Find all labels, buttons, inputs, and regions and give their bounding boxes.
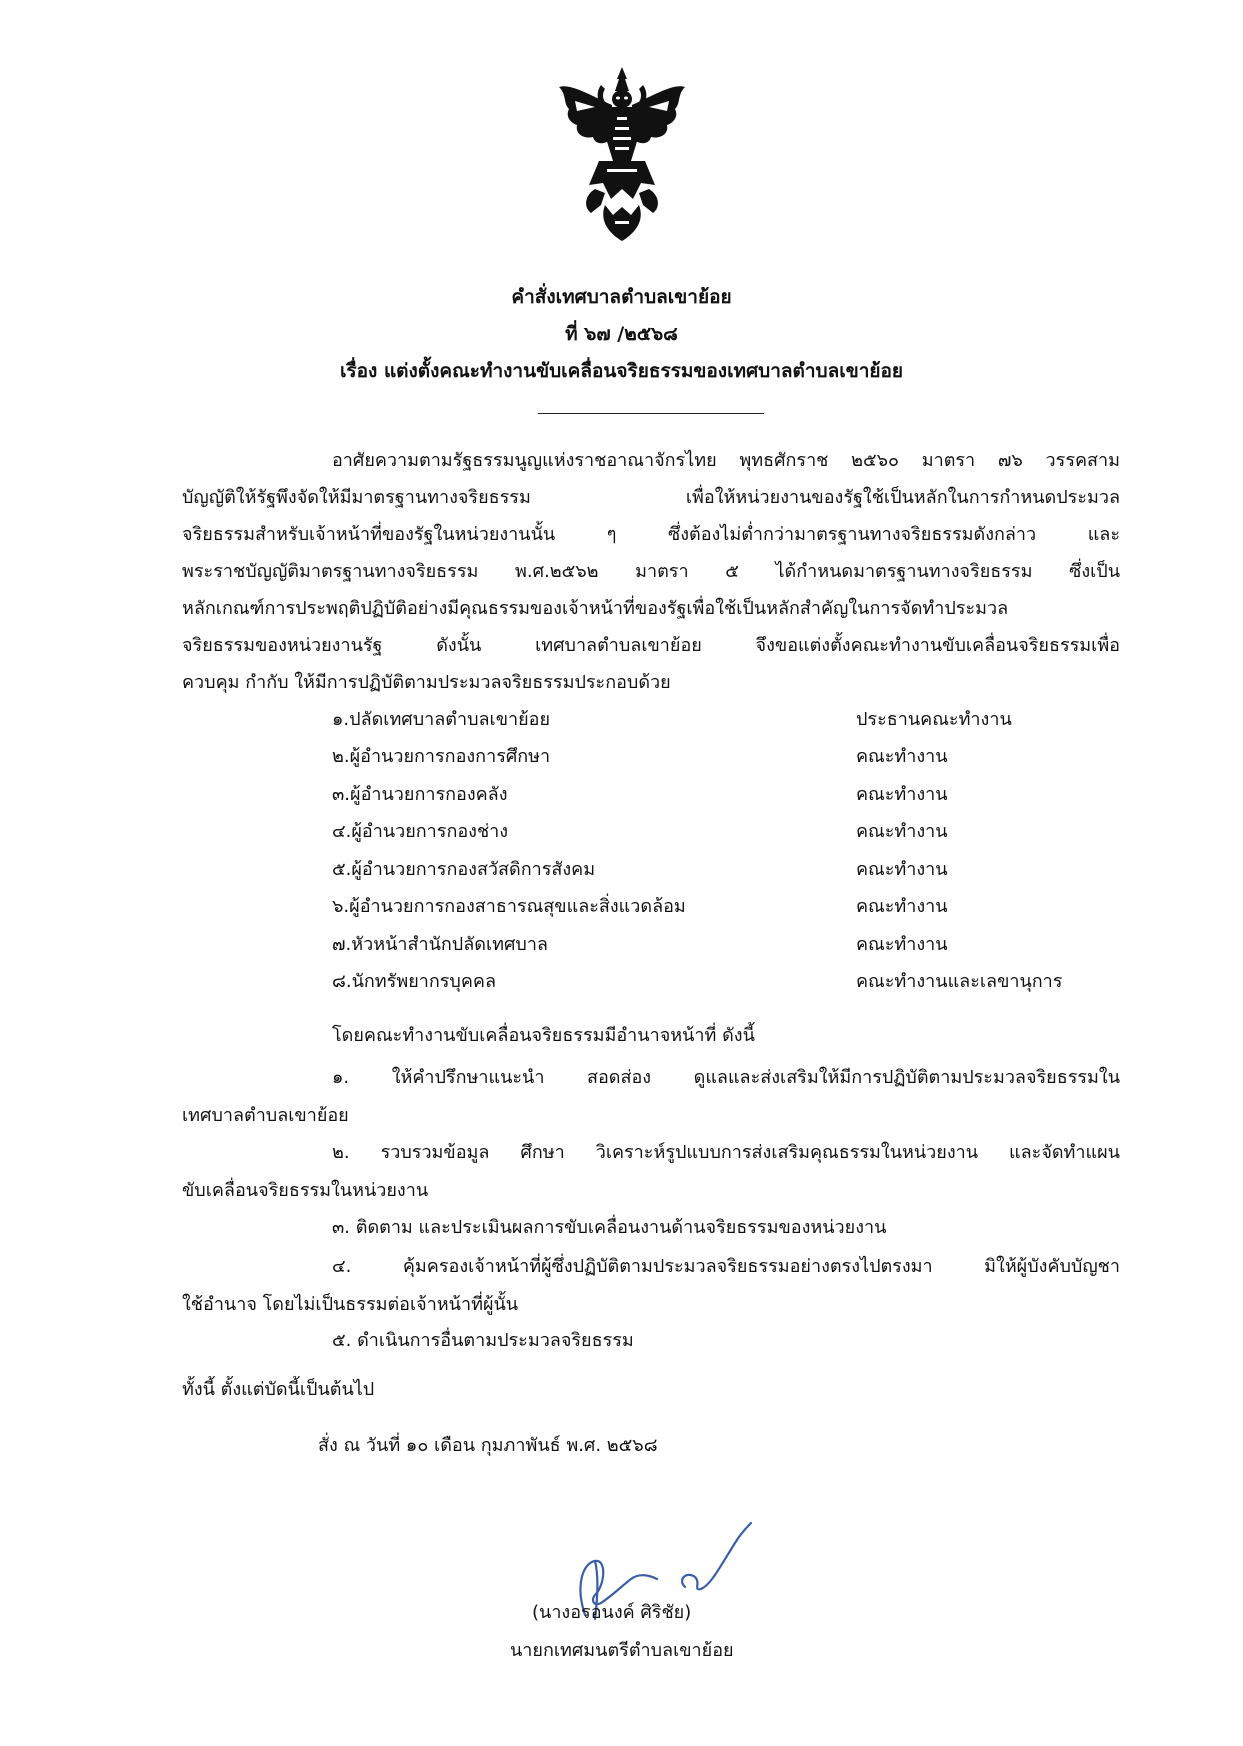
member-name: ๓.ผู้อำนวยการกองคลัง [332, 784, 508, 805]
intro-line: พระราชบัญญัติมาตรฐานทางจริยธรรม พ.ศ.๒๕๖๒ มาตรา ๕ ได้กำหนดมาตรฐานทางจริยธรรม ซึ่งเป็น [182, 561, 1120, 582]
member-name: ๕.ผู้อำนวยการกองสวัสดิการสังคม [332, 859, 596, 880]
member-name: ๒.ผู้อำนวยการกองการศึกษา [332, 746, 551, 767]
member-role: ประธานคณะทำงาน [856, 709, 1012, 730]
signer-name: (นางอรอนงค์ ศิริชัย) [532, 1602, 692, 1623]
member-role: คณะทำงาน [856, 821, 948, 842]
member-name: ๑.ปลัดเทศบาลตำบลเขาย้อย [332, 709, 551, 730]
duty-text: ๑. ให้คำปรึกษาแนะนำ สอดส่อง ดูแลและส่งเสริมให้มีการปฏิบัติตามประมวลจริยธรรมใน [332, 1067, 1120, 1088]
order-number: ที่ ๖๗ /๒๕๖๘ [565, 323, 678, 345]
member-role: คณะทำงานและเลขานุการ [856, 971, 1063, 992]
intro-line: ควบคุม กำกับ ให้มีการปฏิบัติตามประมวลจริยธรรมประกอบด้วย [182, 672, 671, 693]
member-role: คณะทำงาน [856, 746, 948, 767]
member-role: คณะทำงาน [856, 934, 948, 955]
intro-line: บัญญัติให้รัฐพึงจัดให้มีมาตรฐานทางจริยธรรม เพื่อให้หน่วยงานของรัฐใช้เป็นหลักในการกำหนดประมวล [182, 487, 1120, 508]
member-role: คณะทำงาน [856, 859, 948, 880]
duty-text: ขับเคลื่อนจริยธรรมในหน่วยงาน [182, 1180, 429, 1201]
order-date: สั่ง ณ วันที่ ๑๐ เดือน กุมภาพันธ์ พ.ศ. ๒๕๖๘ [318, 1435, 658, 1456]
member-role: คณะทำงาน [856, 784, 948, 805]
duty-text: ใช้อำนาจ โดยไม่เป็นธรรมต่อเจ้าหน้าที่ผู้นั้น [182, 1294, 519, 1315]
intro-line: หลักเกณฑ์การประพฤติปฏิบัติอย่างมีคุณธรรมของเจ้าหน้าที่ของรัฐเพื่อใช้เป็นหลักสำคัญในการจัดทำประมวล [182, 598, 1009, 619]
order-subject: เรื่อง แต่งตั้งคณะทำงานขับเคลื่อนจริยธรรมของเทศบาลตำบลเขาย้อย [339, 360, 904, 382]
duty-text: เทศบาลตำบลเขาย้อย [182, 1105, 349, 1126]
duty-text: ๕. ดำเนินการอื่นตามประมวลจริยธรรม [332, 1330, 634, 1351]
duty-text: ๓. ติดตาม และประเมินผลการขับเคลื่อนงานด้านจริยธรรมของหน่วยงาน [332, 1217, 887, 1238]
duties-intro: โดยคณะทำงานขับเคลื่อนจริยธรรมมีอำนาจหน้าที่ ดังนี้ [332, 1025, 755, 1046]
member-name: ๘.นักทรัพยากรบุคคล [332, 971, 496, 992]
intro-line: จริยธรรมของหน่วยงานรัฐ ดังนั้น เทศบาลตำบลเขาย้อย จึงขอแต่งตั้งคณะทำงานขับเคลื่อนจริยธรรมเพื่อ [182, 635, 1120, 656]
member-name: ๗.หัวหน้าสำนักปลัดเทศบาล [332, 934, 548, 955]
intro-line: จริยธรรมสำหรับเจ้าหน้าที่ของรัฐในหน่วยงานนั้น ๆ ซึ่งต้องไม่ต่ำกว่ามาตรฐานทางจริยธรรมดังกล่าว และ [182, 524, 1120, 545]
duty-text: ๒. รวบรวมข้อมูล ศึกษา วิเคราะห์รูปแบบการส่งเสริมคุณธรรมในหน่วยงาน และจัดทำแผน [332, 1142, 1120, 1163]
title-divider [538, 413, 764, 414]
member-role: คณะทำงาน [856, 896, 948, 917]
member-name: ๔.ผู้อำนวยการกองช่าง [332, 821, 509, 842]
garuda-emblem-icon [555, 65, 690, 245]
effective-statement: ทั้งนี้ ตั้งแต่บัดนี้เป็นต้นไป [182, 1379, 375, 1400]
duty-text: ๔. คุ้มครองเจ้าหน้าที่ผู้ซึ่งปฏิบัติตามประมวลจริยธรรมอย่างตรงไปตรงมา มิให้ผู้บังคับบัญชา [332, 1256, 1120, 1277]
order-title: คำสั่งเทศบาลตำบลเขาย้อย [511, 286, 732, 308]
signer-position: นายกเทศมนตรีตำบลเขาย้อย [510, 1640, 734, 1661]
member-name: ๖.ผู้อำนวยการกองสาธารณสุขและสิ่งแวดล้อม [332, 896, 686, 917]
intro-line: อาศัยความตามรัฐธรรมนูญแห่งราชอาณาจักรไทย พุทธศักราช ๒๕๖๐ มาตรา ๗๖ วรรคสาม [332, 450, 1120, 471]
